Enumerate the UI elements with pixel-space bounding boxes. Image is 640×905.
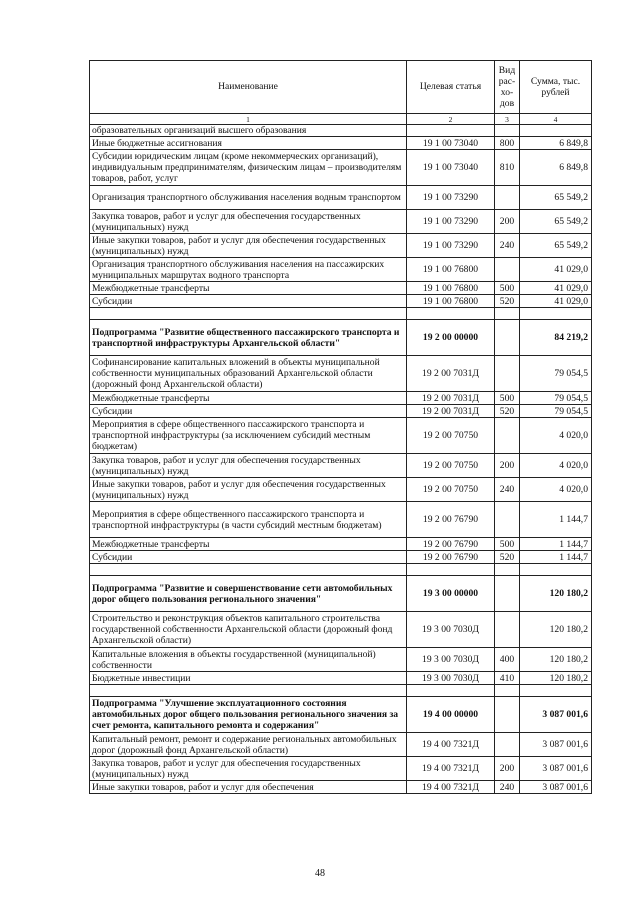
row-name-cell: [90, 685, 407, 697]
row-name-cell: Иные бюджетные ассигнования: [90, 137, 407, 150]
row-name-cell: Капитальные вложения в объекты государственной (муниципальной) собственности: [90, 648, 407, 672]
row-expense-type-cell: 240: [495, 478, 520, 502]
table-row: [90, 392, 592, 405]
table-row: [90, 258, 592, 282]
row-expense-type-cell: 500: [495, 538, 520, 551]
row-expense-type-cell: [495, 564, 520, 576]
table-row: [90, 125, 592, 137]
row-name-cell: Мероприятия в сфере общественного пассажирского транспорта и транспортной инфраструктуры (за исключением субсидий местным бюджетам): [90, 418, 407, 454]
table-row: [90, 234, 592, 258]
row-name-cell: Субсидии: [90, 295, 407, 308]
row-target-article-cell: 19 2 00 7031Д: [407, 392, 495, 405]
table-row: [90, 551, 592, 564]
row-name-cell: Мероприятия в сфере общественного пассажирского транспорта и транспортной инфраструктуры (в части субсидий местным бюджетам): [90, 502, 407, 538]
row-sum-cell: 3 087 001,6: [520, 781, 592, 794]
row-target-article-cell: [407, 125, 495, 137]
row-expense-type-cell: [495, 612, 520, 648]
row-target-article-cell: 19 1 00 76800: [407, 295, 495, 308]
header-sum: Сумма, тыс. рублей: [520, 61, 592, 114]
row-expense-type-cell: 810: [495, 150, 520, 186]
row-name-cell: Закупка товаров, работ и услуг для обеспечения государственных (муниципальных) нужд: [90, 454, 407, 478]
row-name-cell: Иные закупки товаров, работ и услуг для обеспечения государственных (муниципальных) нужд: [90, 478, 407, 502]
row-name-cell: [90, 308, 407, 320]
row-name-cell: Бюджетные инвестиции: [90, 672, 407, 685]
table-row: [90, 781, 592, 794]
table-row: [90, 672, 592, 685]
page-number: 48: [315, 868, 325, 879]
row-expense-type-cell: 500: [495, 392, 520, 405]
row-name-cell: Строительство и реконструкция объектов капитального строительства государственной собственности Архангельской области (дорожный фонд Архангельской области): [90, 612, 407, 648]
table-row: [90, 150, 592, 186]
table-row: [90, 697, 592, 733]
row-expense-type-cell: 520: [495, 405, 520, 418]
row-target-article-cell: 19 2 00 70750: [407, 478, 495, 502]
row-name-cell: Организация транспортного обслуживания населения на пассажирских муниципальных маршрутах водного транспорта: [90, 258, 407, 282]
row-target-article-cell: 19 4 00 00000: [407, 697, 495, 733]
row-name-cell: Субсидии юридическим лицам (кроме некоммерческих организаций), индивидуальным предпринимателям, физическим лицам – производителям товаров, работ, услуг: [90, 150, 407, 186]
row-target-article-cell: 19 2 00 76790: [407, 551, 495, 564]
row-expense-type-cell: 200: [495, 757, 520, 781]
table-row: [90, 210, 592, 234]
row-expense-type-cell: [495, 418, 520, 454]
row-name-cell: Субсидии: [90, 405, 407, 418]
table-row: [90, 538, 592, 551]
row-name-cell: Закупка товаров, работ и услуг для обеспечения государственных (муниципальных) нужд: [90, 210, 407, 234]
row-name-cell: Иные закупки товаров, работ и услуг для обеспечения государственных (муниципальных) нужд: [90, 234, 407, 258]
row-sum-cell: 1 144,7: [520, 551, 592, 564]
row-sum-cell: 120 180,2: [520, 672, 592, 685]
row-target-article-cell: 19 3 00 00000: [407, 576, 495, 612]
row-expense-type-cell: 240: [495, 781, 520, 794]
row-target-article-cell: 19 3 00 7030Д: [407, 672, 495, 685]
row-target-article-cell: 19 2 00 00000: [407, 320, 495, 356]
row-expense-type-cell: 410: [495, 672, 520, 685]
row-sum-cell: [520, 564, 592, 576]
row-name-cell: Подпрограмма "Развитие и совершенствование сети автомобильных дорог общего пользования регионального значения": [90, 576, 407, 612]
table-row: [90, 295, 592, 308]
row-expense-type-cell: 400: [495, 648, 520, 672]
table-row: [90, 576, 592, 612]
row-target-article-cell: 19 2 00 76790: [407, 502, 495, 538]
row-target-article-cell: [407, 564, 495, 576]
row-sum-cell: 79 054,5: [520, 405, 592, 418]
row-expense-type-cell: [495, 697, 520, 733]
row-sum-cell: 3 087 001,6: [520, 697, 592, 733]
table-row: [90, 757, 592, 781]
row-expense-type-cell: 240: [495, 234, 520, 258]
row-target-article-cell: [407, 685, 495, 697]
row-sum-cell: 3 087 001,6: [520, 733, 592, 757]
row-name-cell: Капитальный ремонт, ремонт и содержание региональных автомобильных дорог (дорожный фонд Архангельской области): [90, 733, 407, 757]
table-row: [90, 405, 592, 418]
row-expense-type-cell: [495, 733, 520, 757]
row-name-cell: [90, 564, 407, 576]
row-target-article-cell: 19 3 00 7030Д: [407, 612, 495, 648]
row-sum-cell: 41 029,0: [520, 282, 592, 295]
row-sum-cell: 6 849,8: [520, 150, 592, 186]
row-target-article-cell: 19 2 00 70750: [407, 418, 495, 454]
table-row: [90, 186, 592, 210]
table-row: [90, 685, 592, 697]
table-row: [90, 356, 592, 392]
row-name-cell: Межбюджетные трансферты: [90, 538, 407, 551]
row-target-article-cell: 19 1 00 73040: [407, 150, 495, 186]
row-name-cell: Подпрограмма "Улучшение эксплуатационного состояния автомобильных дорог общего пользования регионального значения за счет ремонта, капитального ремонта и содержания": [90, 697, 407, 733]
document-page: [89, 60, 591, 794]
row-name-cell: Софинансирование капитальных вложений в объекты муниципальной собственности муниципальных образований Архангельской области (дорожный фонд Архангельской области): [90, 356, 407, 392]
table-header-row: [90, 61, 592, 114]
table-row: [90, 564, 592, 576]
column-number: 1: [90, 114, 407, 125]
row-sum-cell: [520, 125, 592, 137]
row-sum-cell: 84 219,2: [520, 320, 592, 356]
row-sum-cell: 1 144,7: [520, 538, 592, 551]
row-target-article-cell: 19 4 00 7321Д: [407, 733, 495, 757]
row-target-article-cell: 19 2 00 70750: [407, 454, 495, 478]
row-expense-type-cell: [495, 186, 520, 210]
row-name-cell: Межбюджетные трансферты: [90, 392, 407, 405]
row-expense-type-cell: [495, 576, 520, 612]
row-expense-type-cell: [495, 502, 520, 538]
header-target-article: Целевая статья: [407, 61, 495, 114]
row-sum-cell: [520, 685, 592, 697]
row-expense-type-cell: [495, 320, 520, 356]
row-target-article-cell: 19 1 00 73290: [407, 210, 495, 234]
row-name-cell: образовательных организаций высшего образования: [90, 125, 407, 137]
table-row: [90, 137, 592, 150]
header-expense-type: Вид рас-хо-дов: [495, 61, 520, 114]
row-expense-type-cell: [495, 258, 520, 282]
table-row: [90, 612, 592, 648]
row-name-cell: Организация транспортного обслуживания населения водным транспортом: [90, 186, 407, 210]
row-name-cell: Межбюджетные трансферты: [90, 282, 407, 295]
row-sum-cell: 41 029,0: [520, 258, 592, 282]
row-target-article-cell: 19 1 00 73040: [407, 137, 495, 150]
row-target-article-cell: 19 2 00 76790: [407, 538, 495, 551]
row-sum-cell: 41 029,0: [520, 295, 592, 308]
row-name-cell: Закупка товаров, работ и услуг для обеспечения государственных (муниципальных) нужд: [90, 757, 407, 781]
row-expense-type-cell: [495, 308, 520, 320]
row-expense-type-cell: [495, 685, 520, 697]
row-expense-type-cell: 200: [495, 454, 520, 478]
row-sum-cell: 4 020,0: [520, 454, 592, 478]
row-expense-type-cell: 500: [495, 282, 520, 295]
row-sum-cell: [520, 308, 592, 320]
row-sum-cell: 1 144,7: [520, 502, 592, 538]
table-row: [90, 308, 592, 320]
row-name-cell: Иные закупки товаров, работ и услуг для обеспечения: [90, 781, 407, 794]
column-number: 3: [495, 114, 520, 125]
row-expense-type-cell: 520: [495, 295, 520, 308]
row-target-article-cell: 19 4 00 7321Д: [407, 757, 495, 781]
row-sum-cell: 6 849,8: [520, 137, 592, 150]
table-row: [90, 648, 592, 672]
row-target-article-cell: 19 2 00 7031Д: [407, 405, 495, 418]
row-target-article-cell: 19 1 00 76800: [407, 282, 495, 295]
row-target-article-cell: 19 4 00 7321Д: [407, 781, 495, 794]
row-target-article-cell: 19 1 00 76800: [407, 258, 495, 282]
table-row: [90, 478, 592, 502]
column-number: 2: [407, 114, 495, 125]
row-target-article-cell: 19 3 00 7030Д: [407, 648, 495, 672]
row-sum-cell: 65 549,2: [520, 186, 592, 210]
budget-table: [89, 60, 592, 794]
column-number-row: [90, 114, 592, 125]
row-name-cell: Субсидии: [90, 551, 407, 564]
table-row: [90, 320, 592, 356]
row-target-article-cell: 19 2 00 7031Д: [407, 356, 495, 392]
row-sum-cell: 79 054,5: [520, 356, 592, 392]
row-sum-cell: 4 020,0: [520, 478, 592, 502]
row-expense-type-cell: 520: [495, 551, 520, 564]
row-expense-type-cell: [495, 125, 520, 137]
row-target-article-cell: 19 1 00 73290: [407, 186, 495, 210]
table-row: [90, 454, 592, 478]
row-sum-cell: 79 054,5: [520, 392, 592, 405]
row-expense-type-cell: [495, 356, 520, 392]
row-sum-cell: 120 180,2: [520, 576, 592, 612]
row-target-article-cell: 19 1 00 73290: [407, 234, 495, 258]
row-sum-cell: 3 087 001,6: [520, 757, 592, 781]
row-expense-type-cell: 800: [495, 137, 520, 150]
table-row: [90, 733, 592, 757]
row-sum-cell: 4 020,0: [520, 418, 592, 454]
table-row: [90, 418, 592, 454]
header-name: Наименование: [90, 61, 407, 114]
table-row: [90, 502, 592, 538]
row-name-cell: Подпрограмма "Развитие общественного пассажирского транспорта и транспортной инфраструктуры Архангельской области": [90, 320, 407, 356]
row-sum-cell: 65 549,2: [520, 210, 592, 234]
row-target-article-cell: [407, 308, 495, 320]
row-sum-cell: 120 180,2: [520, 648, 592, 672]
table-row: [90, 282, 592, 295]
row-expense-type-cell: 200: [495, 210, 520, 234]
row-sum-cell: 120 180,2: [520, 612, 592, 648]
row-sum-cell: 65 549,2: [520, 234, 592, 258]
column-number: 4: [520, 114, 592, 125]
